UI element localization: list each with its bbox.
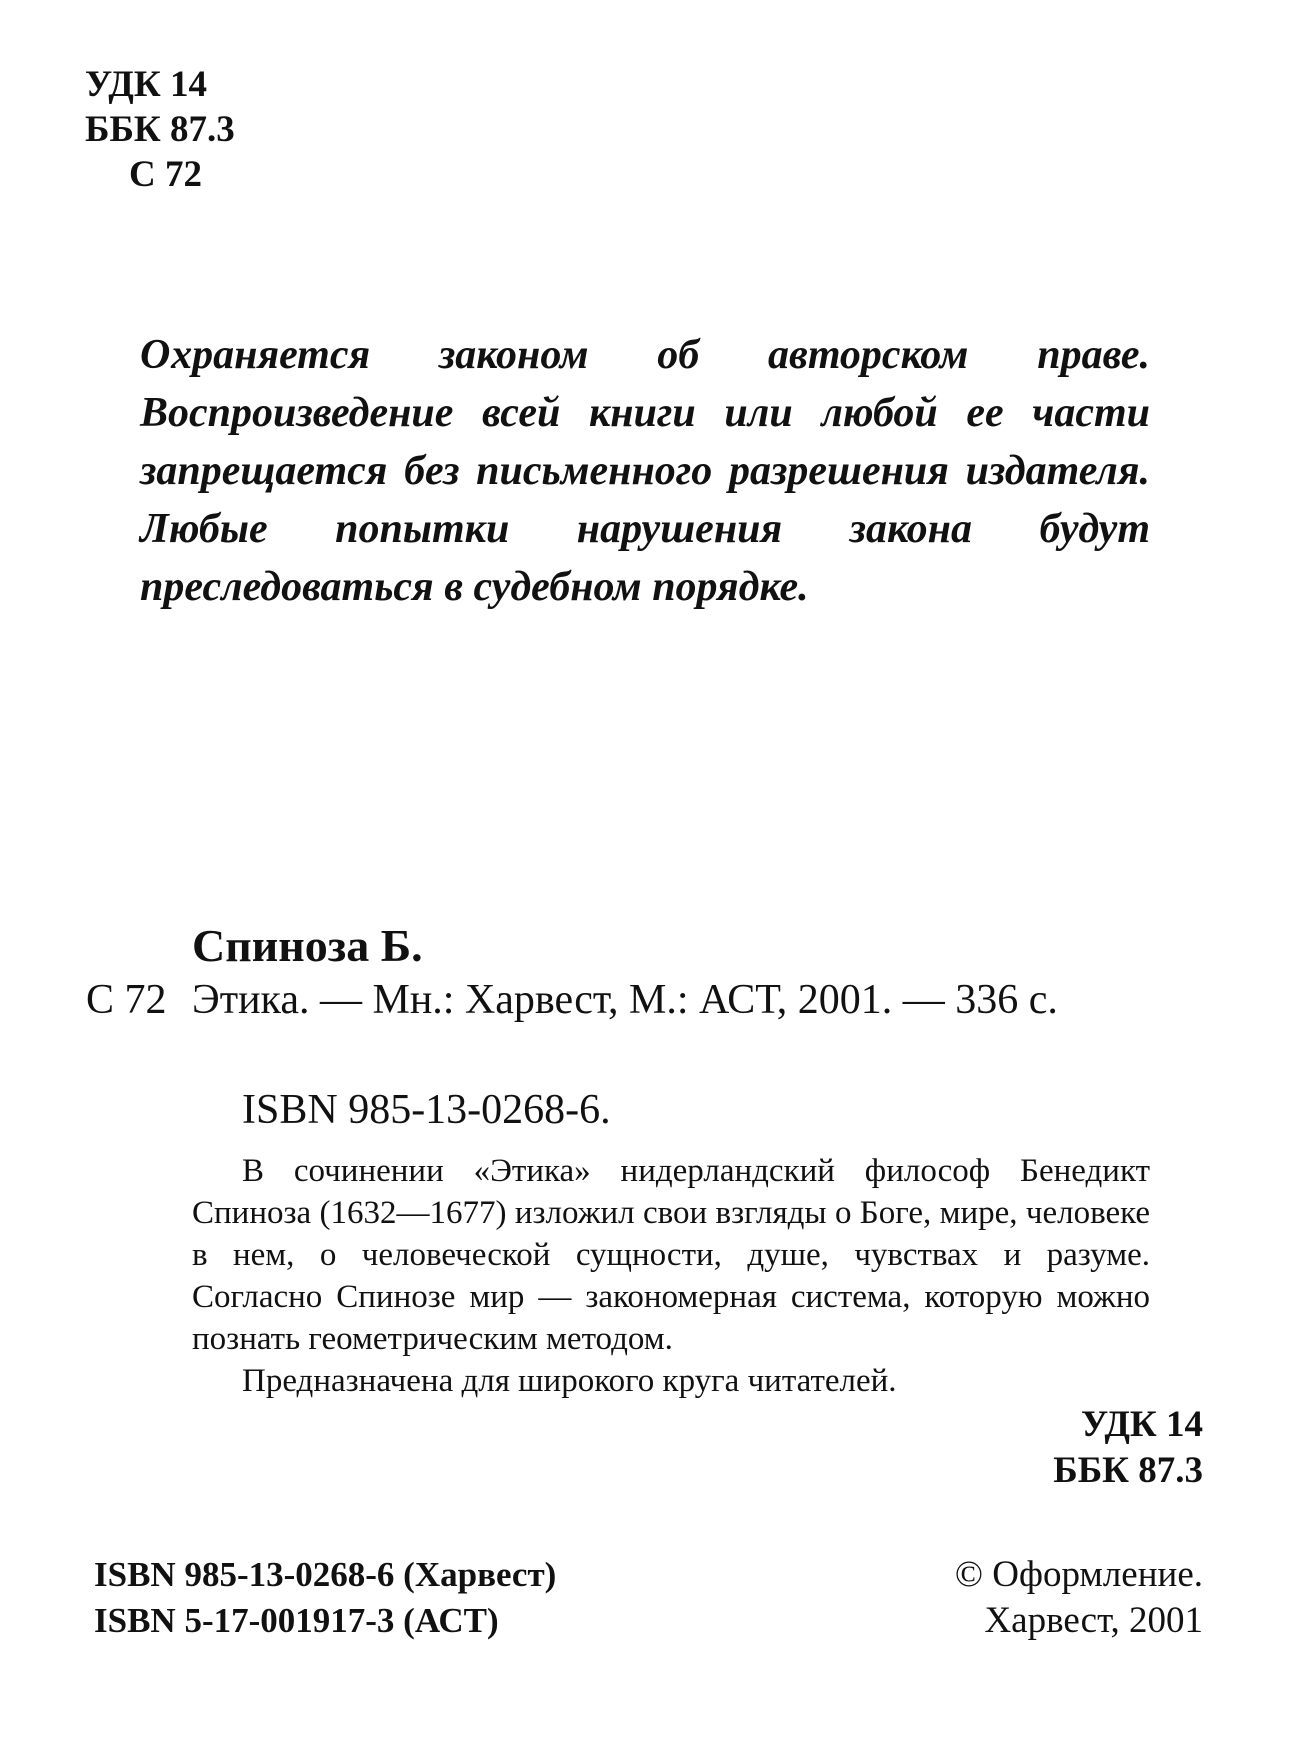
audience-note: Предназначена для широкого круга читателей.	[242, 1363, 897, 1399]
isbn-harvest: ISBN 985-13-0268-6 (Харвест)	[94, 1555, 557, 1594]
cutter-code: С 72	[129, 154, 202, 195]
udk-code: УДК 14	[85, 64, 207, 105]
design-copyright	[955, 1552, 1203, 1644]
copyright-notice: Охраняется законом об авторском праве. Воспроизведение всей книги или любой ее части запрещается без письменного разрешения издателя. Любые попытки нарушения закона будут преследоваться в судебном порядке.	[140, 332, 1150, 610]
classification-block-top	[85, 62, 235, 197]
entry-cutter-code: С 72	[86, 977, 167, 1023]
annotation-text: В сочинении «Этика» нидерландский философ Бенедикт Спиноза (1632—1677) изложил свои взгляды о Боге, мире, человеке в нем, о человеческой сущности, душе, чувствах и разуме. Согласно Спинозе мир — закономерная система, которую можно познать геометрическим методом.	[192, 1153, 1150, 1357]
entry-isbn: ISBN 985-13-0268-6.	[242, 1087, 611, 1133]
isbn-ast: ISBN 5-17-001917-3 (АСТ)	[94, 1601, 499, 1640]
author-name: Спиноза Б.	[192, 920, 423, 971]
bibliographic-title-line: Этика. — Мн.: Харвест, М.: АСТ, 2001. — 336 с.	[192, 977, 1058, 1023]
annotation	[192, 1150, 1150, 1402]
bbk-code-bottom: ББК 87.3	[1053, 1450, 1203, 1491]
udk-code-bottom: УДК 14	[1081, 1404, 1203, 1445]
design-copyright-line1: © Оформление.	[954, 1554, 1203, 1595]
bbk-code: ББК 87.3	[85, 109, 235, 150]
isbn-list	[94, 1552, 556, 1644]
classification-block-bottom	[1053, 1402, 1203, 1494]
design-copyright-line2: Харвест, 2001	[984, 1600, 1203, 1641]
